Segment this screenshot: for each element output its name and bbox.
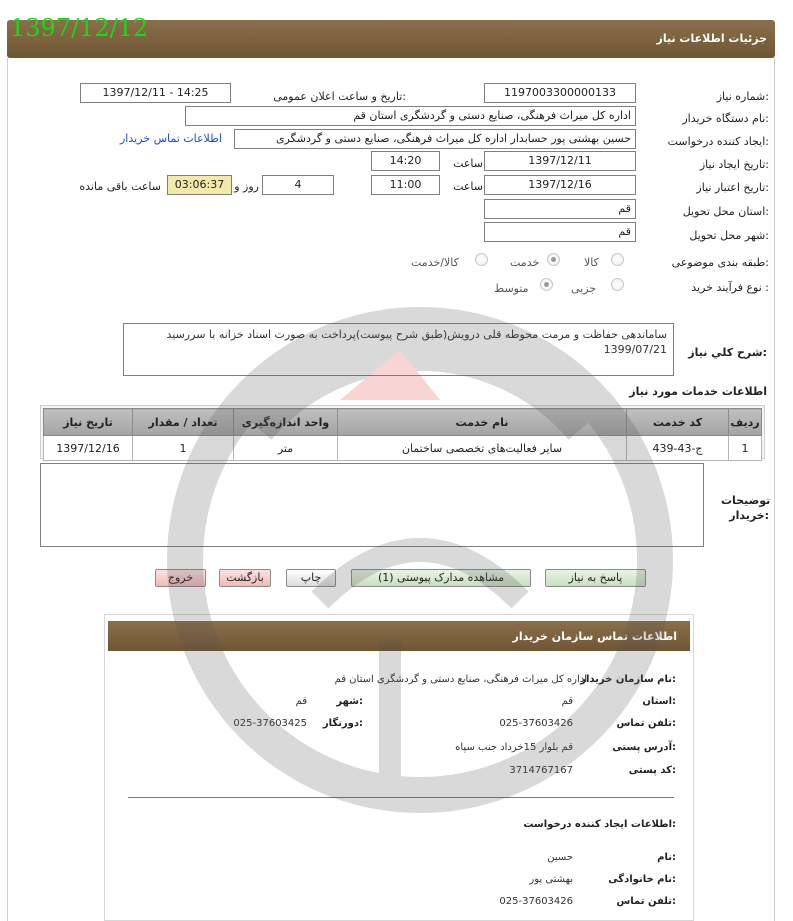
col-service-code: کد خدمت: [627, 409, 729, 436]
contact-divider: [128, 797, 674, 798]
services-title: اطلاعات خدمات مورد نیاز: [629, 385, 767, 398]
services-table: [43, 408, 762, 461]
col-service-name: نام خدمت: [338, 409, 627, 436]
announce-field: 1397/12/11 - 14:25: [80, 83, 231, 103]
exit-button[interactable]: خروج: [155, 569, 206, 587]
validity-label: تاریخ اعتبار نیاز:: [696, 181, 769, 194]
cell-quantity: 1: [133, 436, 234, 461]
contact-postal-label: کد پستی:: [628, 765, 676, 776]
col-need-date: تاریخ نیاز: [44, 409, 133, 436]
created-time-label: ساعت: [453, 157, 483, 170]
creator-phone-value: 025-37603426: [499, 896, 573, 907]
creator-family-label: نام خانوادگی:: [608, 874, 676, 885]
province-field: قم: [484, 199, 636, 219]
contact-province-label: استان:: [642, 696, 676, 707]
city-field: قم: [484, 222, 636, 242]
contact-org-value: اداره کل میراث فرهنگی، صنایع دستی و گردشگری استان قم: [334, 674, 587, 685]
contact-fax-value: 025-37603425: [233, 718, 307, 729]
cell-service-code: ج-43-439: [627, 436, 729, 461]
process-label: نوع فرآیند خرید :: [691, 281, 769, 294]
category-goods-label: کالا: [584, 256, 599, 269]
col-unit: واحد اندازه‌گیری: [234, 409, 338, 436]
buyer-notes-label: توضیحات خریدار:: [721, 494, 771, 522]
remaining-label: ساعت باقی مانده: [79, 180, 161, 193]
requester-field: حسین بهشتی پور حسابدار اداره کل میراث فرهنگی، صنایع دستی و گردشگری: [234, 129, 636, 149]
description-label: شرح کلي نياز:: [688, 346, 767, 359]
creator-phone-label: تلفن تماس:: [616, 896, 676, 907]
process-medium-radio[interactable]: [540, 278, 553, 291]
contact-city-value: قم: [295, 696, 307, 707]
creator-name-label: نام:: [657, 852, 676, 863]
process-medium-label: متوسط: [494, 282, 529, 295]
contact-title: اطلاعات تماس سازمان خریدار: [512, 630, 677, 643]
overlay-date: 1397/12/12: [10, 14, 149, 42]
category-both-label: کالا/خدمت: [411, 256, 459, 269]
province-label: استان محل تحویل:: [682, 205, 769, 218]
days-field: 4: [262, 175, 334, 195]
creator-name-value: حسین: [547, 852, 573, 863]
cell-service-name: سایر فعالیت‌های تخصصی ساختمان: [338, 436, 627, 461]
cell-row-no: 1: [729, 436, 762, 461]
services-table-frame: [40, 405, 765, 459]
validity-date-field: 1397/12/16: [484, 175, 636, 195]
creator-family-value: بهشتی پور: [529, 874, 573, 885]
description-textarea[interactable]: ساماندهی حفاظت و مرمت محوطه قلی درویش(طبق شرح پیوست)پرداخت به صورت اسناد خزانه با سررسید 1399/07/21: [123, 323, 674, 376]
need-number-label: شماره نیاز:: [716, 90, 769, 103]
print-button[interactable]: چاپ: [286, 569, 336, 587]
contact-org-label: نام سازمان خریدار:: [580, 674, 676, 685]
city-label: شهر محل تحویل:: [689, 229, 769, 242]
contact-fax-label: دورنگار:: [322, 718, 363, 729]
need-number-field: 1197003300000133: [484, 83, 636, 103]
cell-unit: متر: [234, 436, 338, 461]
announce-label: تاریخ و ساعت اعلان عمومی:: [273, 90, 406, 103]
buyer-org-field: اداره کل میراث فرهنگی، صنایع دستی و گردشگری استان قم: [185, 106, 636, 126]
requester-label: ایجاد کننده درخواست:: [667, 135, 769, 148]
category-service-label: خدمت: [510, 256, 540, 269]
buyer-contact-link[interactable]: اطلاعات تماس خریدار: [120, 132, 222, 145]
created-time-field: 14:20: [371, 151, 440, 171]
services-header-row: [44, 409, 762, 436]
reply-button[interactable]: پاسخ به نیاز: [545, 569, 646, 587]
contact-province-value: قم: [561, 696, 573, 707]
back-button[interactable]: بازگشت: [219, 569, 271, 587]
creator-section-title: اطلاعات ایجاد کننده درخواست:: [523, 819, 676, 830]
cell-need-date: 1397/12/16: [44, 436, 133, 461]
days-label: روز و: [234, 180, 259, 193]
buyer-notes-textarea[interactable]: [40, 463, 704, 547]
contact-phone-value: 025-37603426: [499, 718, 573, 729]
validity-time-label: ساعت: [453, 180, 483, 193]
contact-panel: [104, 614, 694, 921]
contact-postal-value: 3714767167: [509, 765, 573, 776]
table-row: [44, 436, 762, 461]
contact-city-label: شهر:: [336, 696, 363, 707]
category-goods-radio[interactable]: [611, 253, 624, 266]
category-label: طبقه بندی موضوعی:: [671, 256, 769, 269]
col-row-no: ردیف: [729, 409, 762, 436]
contact-address-value: قم بلوار 15خرداد جنب سپاه: [455, 742, 573, 753]
category-both-radio[interactable]: [475, 253, 488, 266]
buyer-org-label: نام دستگاه خریدار:: [682, 112, 769, 125]
process-partial-label: جزیی: [571, 282, 597, 295]
category-service-radio[interactable]: [547, 253, 560, 266]
col-quantity: تعداد / مقدار: [133, 409, 234, 436]
created-date-label: تاریخ ایجاد نیاز:: [699, 158, 769, 171]
validity-time-field: 11:00: [371, 175, 440, 195]
contact-phone-label: تلفن تماس:: [616, 718, 676, 729]
process-partial-radio[interactable]: [611, 278, 624, 291]
created-date-field: 1397/12/11: [484, 151, 636, 171]
page-title: جزئیات اطلاعات نیاز: [656, 32, 767, 45]
remaining-time-field: 03:06:37: [167, 175, 232, 195]
view-documents-button[interactable]: مشاهده مدارک پیوستی (1): [351, 569, 531, 587]
contact-address-label: آدرس پستی:: [612, 742, 676, 753]
